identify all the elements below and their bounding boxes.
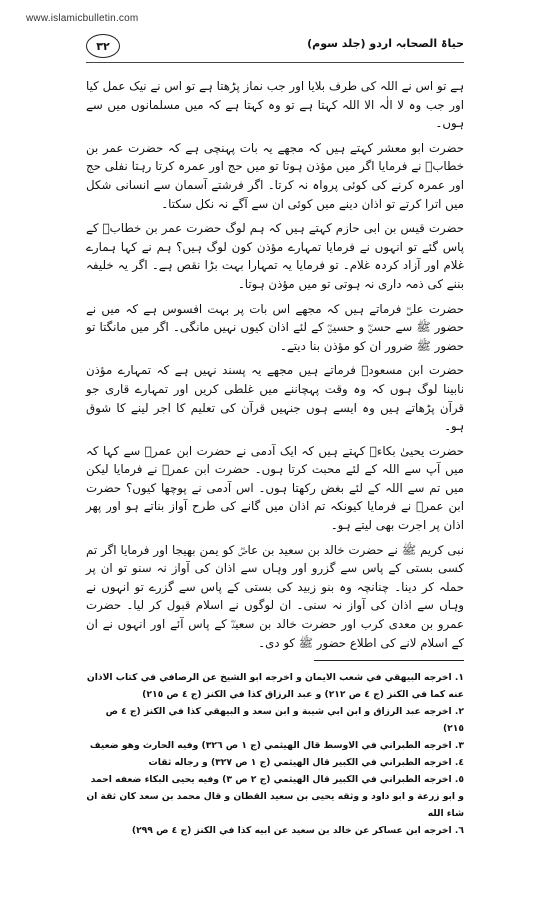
paragraph: ہے تو اس نے اللہ کی طرف بلایا اور جب نماز پڑھتا ہے تو اس نے نیک عمل کیا اور جب وہ لا الٰہ الا اللہ کہتا ہے تو وہ کہتا ہے کہ میں مسلمانوں میں سے ہوں۔ bbox=[86, 79, 464, 131]
paragraph: حضرت ابن مسعودؓ فرماتے ہیں مجھے یہ پسند نہیں ہے کہ تمہارے مؤذن نابینا لوگ ہوں کہ وہ وقت پہچاننے میں غلطی کریں اور تمہارے قاری جو قرآن پڑھاتے ہیں وہ ایسے ہوں جنہیں قرآن کی تعلیم کا اجر لینے کا شوق ہو۔ bbox=[86, 363, 464, 434]
paragraph: حضرت علیؓ فرماتے ہیں کہ مجھے اس بات پر بہت افسوس ہے کہ میں نے حضور ﷺ سے حسنؓ و حسینؓ کے لئے اذان کیوں نہیں مانگی۔ اگر میں مانگتا تو حضور ﷺ ضرور ان کو مؤذن بنا دیتے۔ bbox=[86, 301, 464, 353]
paragraph: حضرت یحییٰ بکاءؒ کہتے ہیں کہ ایک آدمی نے حضرت ابن عمرؓ سے کہا کہ میں آپ سے اللہ کے لئے محبت کرتا ہوں۔ حضرت ابن عمرؓ نے فرمایا لیکن میں تم سے اللہ کے لئے بغض رکھتا ہوں۔ اس آدمی نے پوچھا کیوں؟ حضرت ابن عمرؓ نے فرمایا کیونکہ تم اذان میں گانے کی طرح آواز بناتے ہو اور پھر اذان پر اجرت بھی لیتے ہو۔ bbox=[86, 443, 464, 533]
paragraph: نبی کریم ﷺ نے حضرت خالد بن سعید بن عاصؓ کو یمن بھیجا اور فرمایا اگر تم کسی بستی کے پاس سے گزرو اور وہاں سے اذان کی آواز نہ سنو تو ان پر حملہ کر دینا۔ چنانچہ وہ بنو زبید کی بستی کے پاس سے گزرے تو انہوں نے وہاں سے اذان کی آواز نہ سنی۔ ان لوگوں نے اسلام قبول کر لیا۔ حضرت عمرو بن معدی کرب اور حضرت خالد بن سعیدؓ کے پاس آئے اور انہوں نے ان کے اسلام لانے کی اطلاع حضور ﷺ کو دی۔ bbox=[86, 542, 464, 650]
paragraph: حضرت ابو معشر کہتے ہیں کہ مجھے یہ بات پہنچی ہے کہ حضرت عمر بن خطابؓ نے فرمایا اگر میں مؤذن ہوتا تو میں حج اور عمرہ کرتا رہتا نفلی حج اور عمرہ کرنے کی کوئی پرواہ نہ کرتا۔ اگر فرشتے آسمان سے انسانی شکل میں اترا کرتے تو اذان دینے میں کوئی ان سے آگے نہ نکل سکتا۔ bbox=[86, 140, 464, 211]
paragraph: حضرت قیس بن ابی حازم کہتے ہیں کہ ہم لوگ حضرت عمر بن خطابؓ کے پاس گئے تو انہوں نے فرمایا تمہارے مؤذن کون لوگ ہیں؟ ہم نے کہا ہمارے غلام اور آزاد کردہ غلام۔ تو فرمایا یہ تمہارا بہت بڑا نقص ہے۔ اگر یہ خلیفہ بننے کی ذمہ داری نہ ہوتی تو میں مؤذن ہوتا۔ bbox=[86, 221, 464, 291]
footnote: ٣. اخرجه الطبراني في الاوسط قال الهيثمي (ج ١ ص ٣٢٦) وفيه الحارث وهو ضعيف bbox=[89, 740, 464, 752]
footnote: ٦. اخرجه ابن عساكر عن خالد بن سعيد عن ابيه كذا في الكنز (ج ٤ ص ٢٩٩) bbox=[131, 825, 464, 837]
website-watermark: www.islamicbulletin.com bbox=[26, 13, 139, 24]
page-number: ٣٢ bbox=[86, 34, 120, 58]
book-page bbox=[86, 28, 464, 886]
running-title: حیاۃ الصحابہ اردو (جلد سوم) bbox=[307, 37, 464, 50]
footnote: ٥. اخرجه الطبراني في الكبير قال الهيثمي (ج ٢ ص ٣) وفيه يحيى البكاء ضعفه احمد و ابو زرعة و ابو داود و وثقه يحيى بن سعيد القطان و قال محمد بن سعد كان ثقة ان شاء الله bbox=[86, 774, 464, 820]
footnote: ٤. اخرجه الطبراني في الكبير قال الهيثمي (ج ١ ص ٣٢٧) و رجاله ثقات bbox=[148, 757, 464, 769]
footnote-divider bbox=[314, 660, 464, 661]
page-header bbox=[86, 28, 464, 63]
main-text bbox=[86, 77, 464, 652]
footnotes bbox=[86, 669, 464, 839]
footnote: ٢. اخرجه عبد الرزاق و ابن ابي شيبة و ابن سعد و البيهقي كذا في الكنز (ج ٤ ص ٢١٥) bbox=[105, 706, 464, 735]
footnote: ١. اخرجه البيهقي في شعب الايمان و اخرجه ابو الشيخ عن الرصافي في كتاب الاذان عنه كما في الكنز (ج ٤ ص ٢١٢) و عبد الرزاق كذا في الكنز (ج ٤ ص ٢١٥) bbox=[86, 672, 464, 701]
